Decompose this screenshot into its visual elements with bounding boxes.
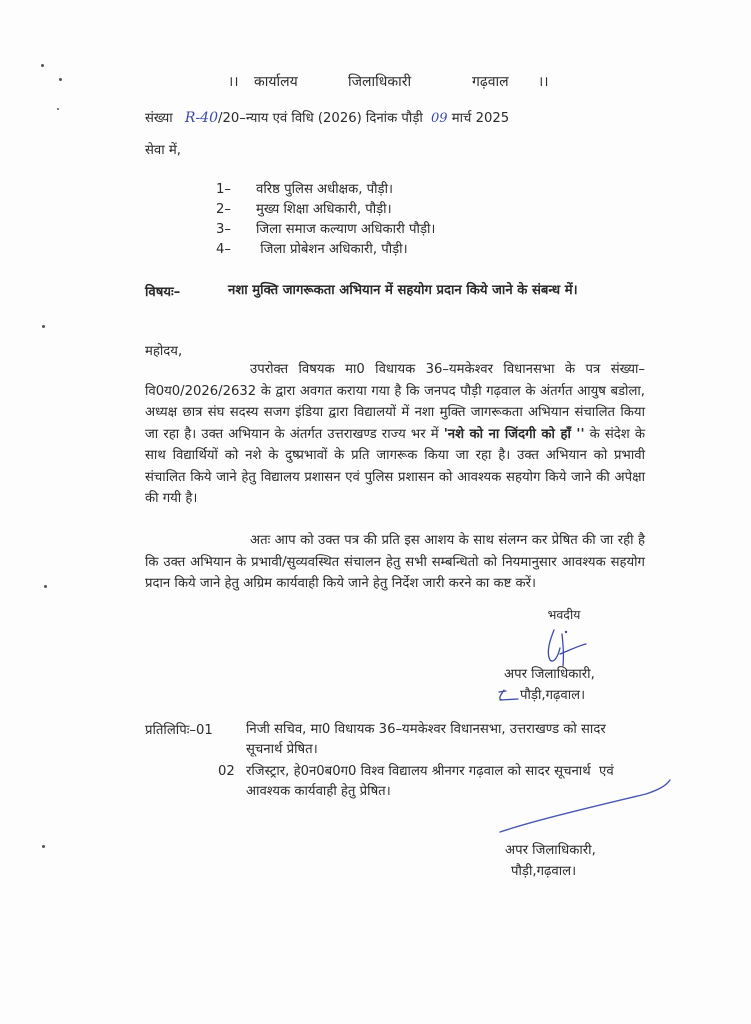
margin-speck: [42, 325, 45, 328]
header-mark-right: ।।: [538, 74, 549, 90]
addressee-number: 1–: [216, 182, 231, 197]
paragraph-2-text: अतः आप को उक्त पत्र की प्रति इस आशय के साथ संलग्न कर प्रेषित की जा रही है कि उक्त अभियान के प्रभावी/सुव्यवस्थित संचालन हेतु सभी सम्बन्धितो को नियमानुसार आवश्यक सहयोग प्रदान किये जाने हेतु अग्रिम कार्यवाही किये जाने हेतु निर्देश जारी करने का कष्ट करें।: [145, 533, 645, 591]
addressee-number: 4–: [216, 242, 231, 257]
header-office: कार्यालय: [254, 74, 298, 90]
location: पौड़ी,गढ़वाल।: [511, 864, 577, 879]
addressee-item: [216, 220, 435, 240]
subject-text: नशा मुक्ति जागरूकता अभियान में सहयोग प्रदान किये जाने के संबन्ध में।: [228, 283, 578, 298]
reference-text: /20–न्याय एवं विधि (2026) दिनांक पौड़ी: [218, 111, 423, 126]
addressee-text: जिला समाज कल्याण अधिकारी पौड़ी।: [256, 222, 436, 237]
to-label: सेवा में,: [145, 143, 181, 158]
paragraph-1-text: उपरोक्त विषयक मा0 विधायक 36–यमकेश्वर विधानसभा के पत्र संख्या–वि0य0/2026/2632 के द्वारा अवगत कराया गया है कि जनपद पौड़ी गढ़वाल के अंतर्गत आयुष बडोला, अध्यक्ष छात्र संघ सदस्य सजग इंडिया द्वारा विद्यालयों में नशा मुक्ति जागरूकता अभियान संचालित किया जा रहा है। उक्त अभियान के अंतर्गत उत्तराखण्ड राज्य भर में: [145, 362, 645, 442]
designation: अपर जिलाधिकारी,: [505, 843, 596, 858]
copy-to-item: [246, 720, 646, 760]
addressee-item: [216, 200, 392, 220]
margin-speck: [59, 78, 62, 81]
closing: भवदीय: [547, 607, 581, 622]
greeting: महोदय,: [145, 344, 183, 359]
reference-month-year: मार्च 2025: [451, 111, 510, 126]
handwritten-reference-number: R-40: [184, 110, 218, 126]
margin-speck: [42, 845, 45, 848]
header-place: गढ़वाल: [472, 74, 509, 90]
body-paragraph-1: [145, 359, 645, 510]
header-officer: जिलाधिकारी: [348, 74, 412, 90]
margin-speck: [41, 64, 44, 67]
reference-label: संख्या: [145, 111, 173, 126]
copy-to-text: रजिस्ट्रार, हे0न0ब0ग0 विश्व विद्यालय श्रीनगर गढ़वाल को सादर सूचनार्थ एवं आवश्यक कार्यवाही हेतु प्रेषित।: [246, 764, 618, 799]
copy-to-label: प्रतिलिपिः–01: [145, 723, 213, 738]
location-text: पौड़ी,गढ़वाल।: [520, 688, 586, 703]
handwritten-signature: [536, 626, 596, 668]
copy-to-text: निजी सचिव, मा0 विधायक 36–यमकेश्वर विधानसभा, उत्तराखण्ड को सादर सूचनार्थ प्रेषित।: [246, 722, 606, 757]
margin-speck: [57, 108, 59, 110]
body-paragraph-2: [145, 530, 645, 595]
copy-to-number: 02: [218, 764, 235, 779]
addressee-number: 2–: [216, 202, 231, 217]
header-mark-left: ।।: [228, 74, 239, 90]
addressee-text: मुख्य शिक्षा अधिकारी, पौड़ी।: [256, 202, 392, 217]
signature-block: [494, 606, 634, 624]
margin-speck: [44, 585, 47, 588]
location: [496, 685, 595, 706]
signatory-designation-2: [505, 840, 596, 882]
handwritten-date: 09: [431, 111, 448, 126]
handwritten-signature-stroke: [496, 776, 676, 836]
addressee-text: जिला प्रोबेशन अधिकारी, पौड़ी।: [256, 242, 408, 257]
paragraph-1-continuation: के संदेश के साथ विद्यार्थियों को नशे के दुष्प्रभावों के प्रति जागरूक किया जा रहा है। उक्त अभियान को प्रभावी संचालित किये जाने हेतु विद्यालय प्रशासन एवं पुलिस प्रशासन को आवश्यक सहयोग किये जाने की अपेक्षा की गयी है।: [145, 426, 645, 506]
addressee-item: [216, 240, 408, 260]
designation: अपर जिलाधिकारी,: [504, 667, 595, 682]
reference-line: [145, 108, 509, 129]
addressee-text: वरिष्ठ पुलिस अधीक्षक, पौड़ी।: [256, 182, 393, 197]
campaign-slogan: 'नशे को ना जिंदगी को हॉं '': [443, 426, 585, 442]
addressee-number: 3–: [216, 222, 231, 237]
letterhead: [228, 72, 558, 91]
subject-label: विषयः–: [145, 285, 181, 300]
addressee-item: [216, 180, 393, 200]
initial-mark: [496, 688, 520, 702]
signatory-designation: [496, 664, 595, 706]
